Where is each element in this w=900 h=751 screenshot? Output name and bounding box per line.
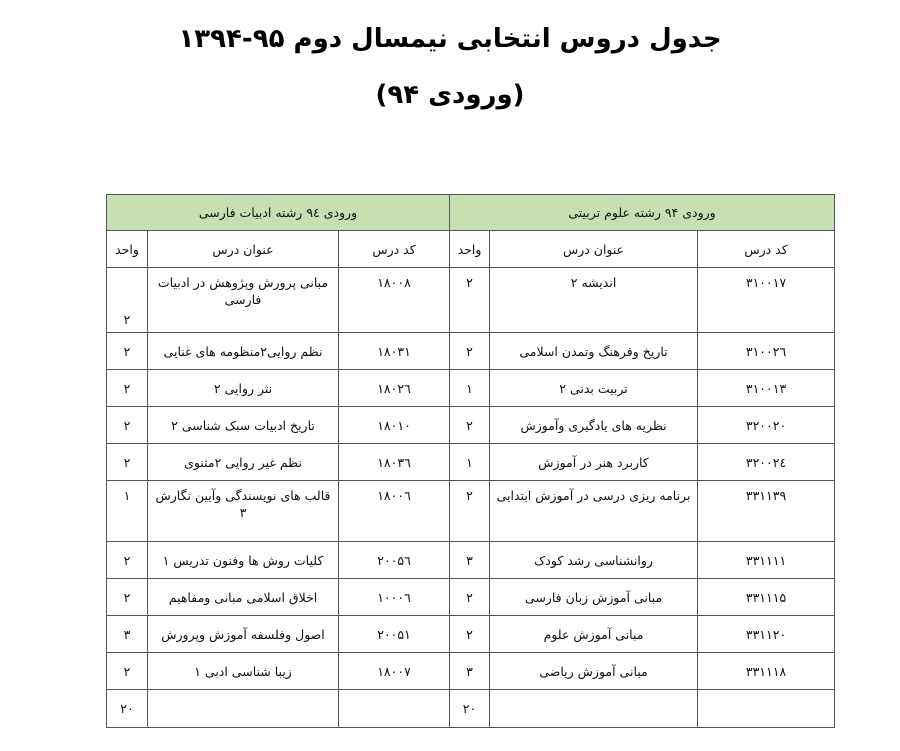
- table-row: [107, 370, 835, 407]
- empty-cell: [490, 690, 698, 728]
- document-title: جدول دروس انتخابی نیمسال دوم ۹۵-۱۳۹۴: [178, 24, 722, 54]
- table-row: [107, 616, 835, 653]
- course-code: ۳۳۱۱۳۹: [698, 481, 835, 542]
- course-code: ۳۲۰۰۲٤: [698, 444, 835, 481]
- course-title: برنامه ریزی درسی در آموزش ابتدایی: [490, 481, 698, 542]
- course-code: ۲۰۰۵٦: [339, 542, 450, 579]
- course-unit: ۲: [107, 268, 148, 333]
- column-header-code: کد درس: [698, 231, 835, 268]
- course-unit: ۲: [107, 370, 148, 407]
- course-unit: ۳: [107, 616, 148, 653]
- column-header-unit: واحد: [450, 231, 490, 268]
- course-title: کاربرد هنر در آموزش: [490, 444, 698, 481]
- course-code: ۳۳۱۱۱۵: [698, 579, 835, 616]
- course-unit: ۲: [107, 579, 148, 616]
- course-title: نظم روایی۲منظومه های غنایی: [148, 333, 339, 370]
- table-row: [107, 407, 835, 444]
- course-unit: ۱: [107, 481, 148, 542]
- course-unit: ۳: [450, 653, 490, 690]
- course-title: مبانی آموزش ریاضی: [490, 653, 698, 690]
- course-code: ۱۸۰۳٦: [339, 444, 450, 481]
- course-code: ۳۳۱۱۱۸: [698, 653, 835, 690]
- course-title: تربیت بدنی ۲: [490, 370, 698, 407]
- course-code: ۱۸۰۰۸: [339, 268, 450, 333]
- course-title: نظریه های یادگیری وآموزش: [490, 407, 698, 444]
- course-unit: ۱: [450, 444, 490, 481]
- course-code: ۳۲۰۰۲۰: [698, 407, 835, 444]
- table-row: [107, 653, 835, 690]
- course-code: ۱۸۰۲٦: [339, 370, 450, 407]
- course-title: کلیات روش ها وفنون تدریس ۱: [148, 542, 339, 579]
- empty-cell: [148, 690, 339, 728]
- total-units: ۲۰: [450, 690, 490, 728]
- course-title: قالب های نویسندگی وآیین نگارش ۳: [148, 481, 339, 542]
- course-code: ۱۸۰۰٦: [339, 481, 450, 542]
- column-header-row: [107, 231, 835, 268]
- course-unit: ۲: [107, 542, 148, 579]
- course-unit: ۲: [450, 579, 490, 616]
- document-subtitle: (ورودی ۹۴): [375, 80, 525, 110]
- course-unit: ۱: [450, 370, 490, 407]
- course-title: زیبا شناسی ادبی ۱: [148, 653, 339, 690]
- table-row: [107, 333, 835, 370]
- course-code: ۳۳۱۱۱۱: [698, 542, 835, 579]
- total-units: ۲۰: [107, 690, 148, 728]
- course-unit: ۲: [107, 653, 148, 690]
- course-code: ۳۱۰۰۲٦: [698, 333, 835, 370]
- course-code: ۱۸۰۳۱: [339, 333, 450, 370]
- course-unit: ۲: [107, 444, 148, 481]
- course-unit: ۲: [450, 268, 490, 333]
- course-title: اصول وفلسفه آموزش وپرورش: [148, 616, 339, 653]
- course-title: نظم غیر روایی ۲مثنوی: [148, 444, 339, 481]
- column-header-title: عنوان درس: [148, 231, 339, 268]
- table-row: [107, 481, 835, 542]
- group-header-educational-sciences: ورودی ۹۴ رشته علوم تربیتی: [450, 195, 835, 231]
- course-unit: ۳: [450, 542, 490, 579]
- course-code: ۳۳۱۱۲۰: [698, 616, 835, 653]
- totals-row: [107, 690, 835, 728]
- empty-cell: [339, 690, 450, 728]
- column-header-title: عنوان درس: [490, 231, 698, 268]
- course-unit: ۲: [107, 407, 148, 444]
- course-schedule-table: [106, 194, 835, 728]
- column-header-code: کد درس: [339, 231, 450, 268]
- course-title: اخلاق اسلامی مبانی ومفاهیم: [148, 579, 339, 616]
- course-unit: ۲: [450, 616, 490, 653]
- course-code: ۱۰۰۰٦: [339, 579, 450, 616]
- course-title: نثر روایی ۲: [148, 370, 339, 407]
- course-title: روانشناسی رشد کودک: [490, 542, 698, 579]
- course-title: تاریخ وفرهنگ وتمدن اسلامی: [490, 333, 698, 370]
- empty-cell: [698, 690, 835, 728]
- table-row: [107, 579, 835, 616]
- column-header-unit: واحد: [107, 231, 148, 268]
- table-row: [107, 444, 835, 481]
- course-unit: ۲: [450, 407, 490, 444]
- course-unit: ۲: [450, 333, 490, 370]
- table-row: [107, 268, 835, 333]
- course-code: ۱۸۰۱۰: [339, 407, 450, 444]
- course-code: ۳۱۰۰۱۳: [698, 370, 835, 407]
- course-code: ۲۰۰۵۱: [339, 616, 450, 653]
- course-title: مبانی پرورش وپژوهش در ادبیات فارسی: [148, 268, 339, 333]
- course-code: ۱۸۰۰۷: [339, 653, 450, 690]
- table-row: [107, 542, 835, 579]
- course-title: مبانی آموزش علوم: [490, 616, 698, 653]
- course-unit: ۲: [450, 481, 490, 542]
- group-header-persian-literature: ورودی ۹٤ رشته ادبیات فارسی: [107, 195, 450, 231]
- course-unit: ۲: [107, 333, 148, 370]
- course-title: مبانی آموزش زبان فارسی: [490, 579, 698, 616]
- course-title: تاریخ ادبیات سبک شناسی ۲: [148, 407, 339, 444]
- group-header-row: [107, 195, 835, 231]
- course-title: اندیشه ۲: [490, 268, 698, 333]
- course-code: ۳۱۰۰۱۷: [698, 268, 835, 333]
